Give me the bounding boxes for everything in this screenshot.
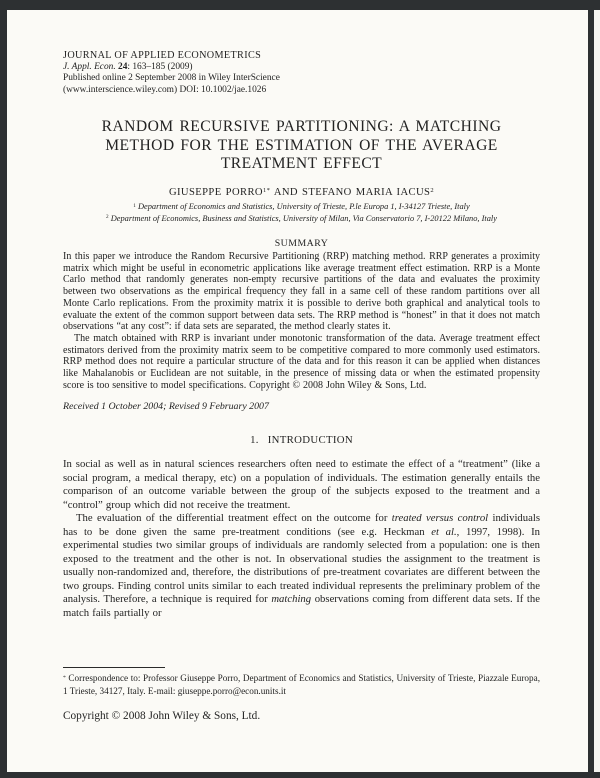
authors-connector: AND [270, 187, 303, 199]
affiliation-1 [63, 202, 540, 213]
intro-p2-seg: The evaluation of the differential treatment effect on the outcome for [76, 512, 392, 525]
intro-p2-seg: individuals has to be done given the same pre-treatment conditions (see e.g. Heckman [63, 512, 540, 538]
affiliation-2 [63, 214, 540, 225]
journal-name: JOURNAL OF APPLIED ECONOMETRICS [63, 50, 262, 61]
copyright-line: Copyright © 2008 John Wiley & Sons, Ltd. [63, 710, 261, 722]
title-line-2: METHOD FOR THE ESTIMATION OF THE AVERAGE [105, 136, 498, 154]
doi-line: (www.interscience.wiley.com) DOI: 10.1002/jae.1026 [63, 84, 267, 95]
intro-p2-italic-et-al: et al. [431, 525, 457, 538]
summary-heading: SUMMARY [274, 238, 329, 250]
page-footer [63, 667, 540, 722]
citation-pages: : 163–185 (2009) [127, 62, 193, 73]
citation-line [63, 62, 540, 73]
article-title [63, 118, 540, 174]
summary-paragraph-2: The match obtained with RRP is invariant under monotonic transformation of the data. Average treatment effect estimators derived from the proximity matrix seem to be competitive compared to more commonly used estimators. RRP method does not require a particular structure of the data and for this reason it can be applied when distances like Mahalanobis or Euclidean are not suitable, in the presence of missing data or when the estimated propensity score is too sensitive to model specifications. Copyright © 2008 John Wiley & Sons, Ltd. [63, 332, 540, 391]
intro-p2-italic-matching: matching [271, 593, 312, 606]
section-heading-introduction [63, 434, 540, 446]
author-2: STEFANO MARIA IACUS [302, 187, 431, 199]
page-content [63, 10, 540, 620]
summary-paragraph-1: In this paper we introduce the Random Recursive Partitioning (RRP) matching method. RRP generates a proximity matrix which might be useful in econometric applications like average treatment effect estimation. RRP is a Monte Carlo method that randomly generates non-empty recursive partitions of the data and evaluates the proximity between two observations as the empirical frequency they fall in a same cell of these random partitions over all Monte Carlo replications. From the proximity matrix it is possible to derive both graphical and analytical tools to evaluate the extent of the common support between data sets. The RRP method is “honest” in that it does not match observations “at any cost”: if data sets are separated, the method clearly states it. [63, 251, 540, 333]
authors-line [63, 187, 540, 198]
title-line-1: RANDOM RECURSIVE PARTITIONING: A MATCHING [101, 117, 502, 135]
affiliations [63, 202, 540, 225]
author-1-superscript: 1* [262, 187, 271, 195]
author-2-superscript: 2 [430, 187, 435, 195]
title-line-3: TREATMENT EFFECT [220, 155, 383, 173]
journal-header [63, 50, 540, 96]
author-1: GIUSEPPE PORRO [168, 187, 263, 199]
intro-paragraph-2 [63, 512, 540, 620]
page-edge-sliver [594, 10, 600, 772]
affiliation-2-marker: 2 [106, 214, 109, 221]
intro-p2-seg: observations coming from different data sets. If the match fails partially or [63, 593, 540, 619]
affiliation-1-marker: 1 [133, 202, 136, 209]
published-line: Published online 2 September 2008 in Wiley InterScience [63, 73, 280, 84]
footnote-rule [63, 667, 165, 668]
intro-p2-seg: , 1997, 1998). In experimental studies two similar groups of individuals are randomly selected from a population: one is then exposed to the treatment and the other is not. In observational studies the assignment to the treatment is usually non-randomized and, therefore, the distributions of pre-treatment covariates are different between the two groups. Finding control units similar to each treated individual represents the preliminary problem of the analysis. Therefore, a technique is required for [63, 525, 540, 606]
footnote-marker: * [63, 674, 66, 681]
citation-volume: 24 [118, 62, 128, 73]
received-revised-line: Received 1 October 2004; Revised 9 February 2007 [63, 401, 269, 413]
section-title: INTRODUCTION [267, 434, 353, 447]
introduction-body [63, 458, 540, 620]
affiliation-1-text: Department of Economics and Statistics, University of Trieste, P.le Europa 1, I-34127 Trieste, Italy [135, 202, 470, 212]
paper-page [7, 10, 588, 772]
citation-abbrev: J. Appl. Econ. [63, 62, 119, 73]
section-number: 1. [250, 434, 259, 447]
intro-p2-italic-treated-versus-control: treated versus control [391, 512, 489, 525]
intro-paragraph-1: In social as well as in natural sciences researchers often need to estimate the effect of a “treatment” (like a social program, a medical therapy, etc) on a population of individuals. The estimation generally entails the comparison of an outcome variable between the group of the subjects exposed to the treatment and a “control” group which did not receive the treatment. [63, 458, 540, 511]
affiliation-2-text: Department of Economics, Business and Statistics, University of Milan, Via Conservatorio 7, I-20122 Milano, Italy [108, 213, 497, 223]
footnote-text: Correspondence to: Professor Giuseppe Porro, Department of Economics and Statistics, University of Trieste, Piazzale Europa, 1 Trieste, 34127, Italy. E-mail: giuseppe.porro@econ.units.it [63, 673, 540, 697]
correspondence-footnote [63, 673, 540, 697]
